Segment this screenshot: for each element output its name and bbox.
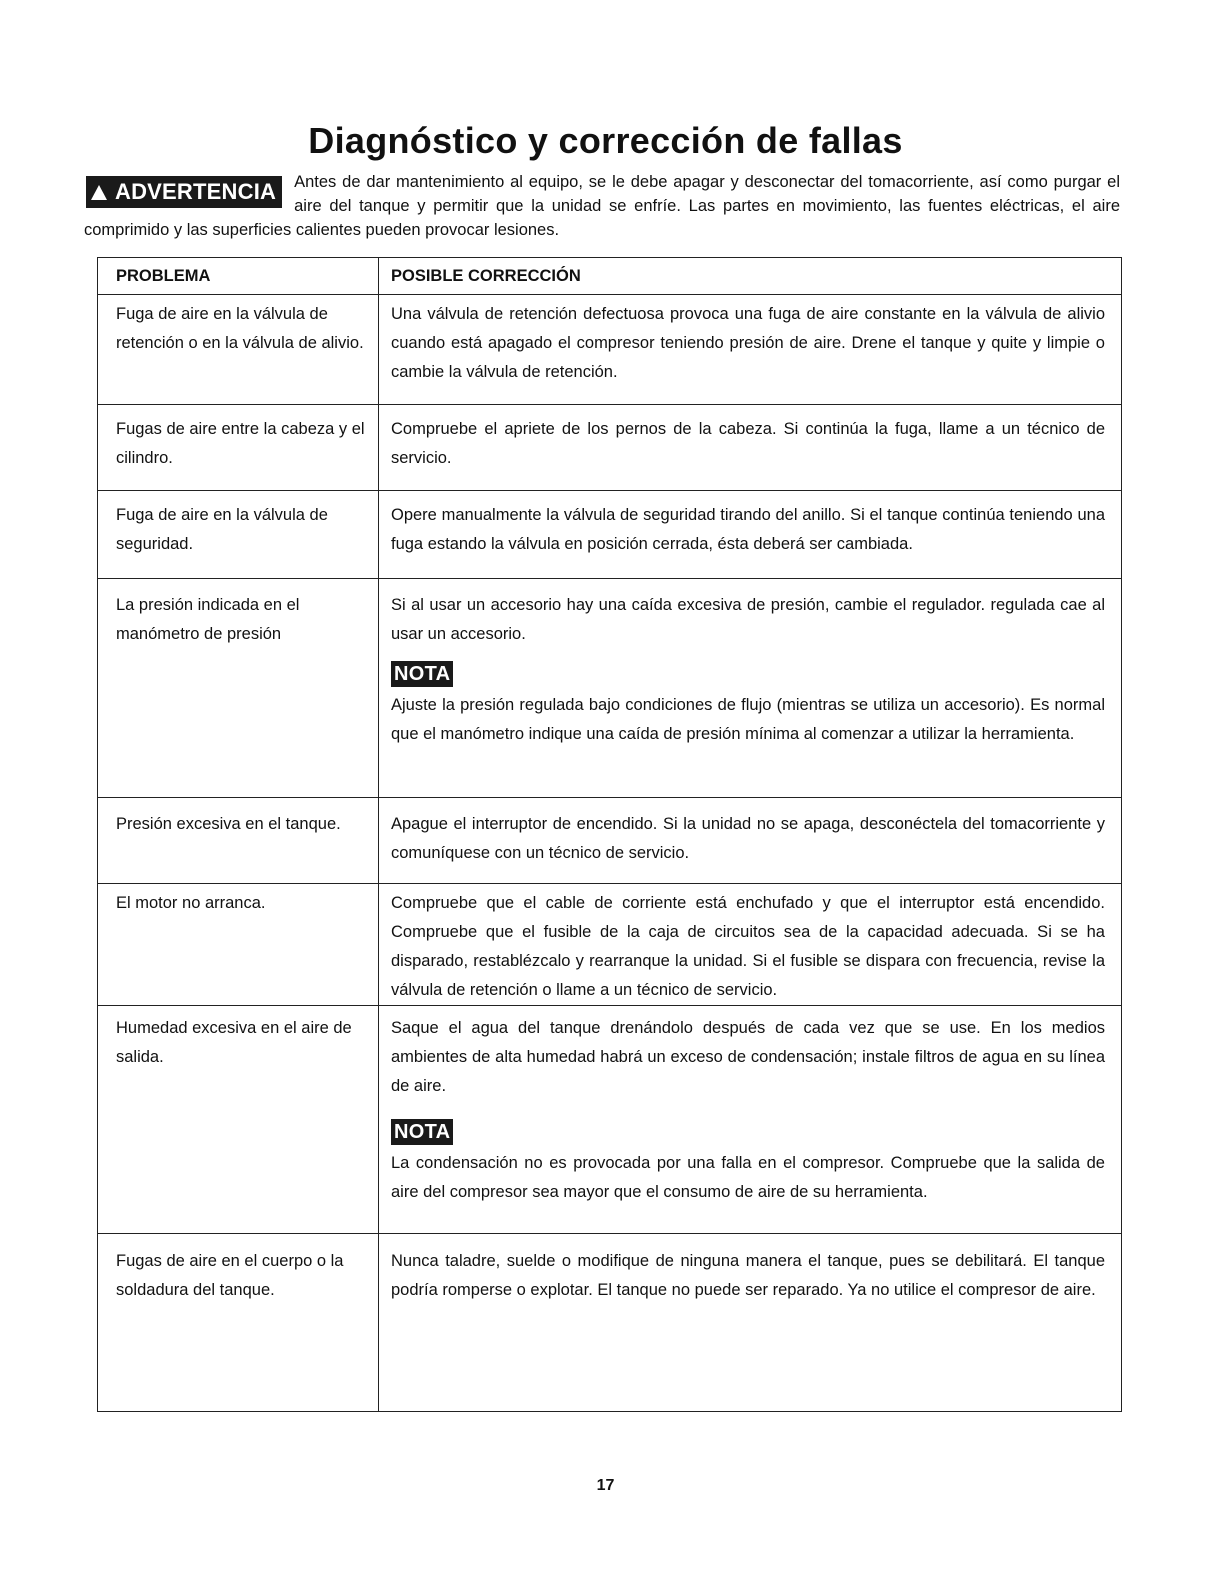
problem-cell: Presión excesiva en el tanque.: [98, 798, 379, 884]
table-row: [98, 405, 1122, 491]
correction-cell: Una válvula de retención defectuosa provoca una fuga de aire constante en la válvula de alivio cuando está apagado el compresor teniendo presión de aire. Drene el tanque y quite y limpie o cambie la válvula de retención.: [379, 295, 1122, 405]
correction-cell: Compruebe que el cable de corriente está enchufado y que el interruptor está encendido. Compruebe que el fusible de la caja de circuitos sea de la capacidad adecuada. Si se ha disparado, restablézcalo y rearranque la unidad. Si el fusible se dispara con frecuencia, revise la válvula de retención o llame a un técnico de servicio.: [379, 884, 1122, 1006]
page-number: 17: [596, 1477, 615, 1494]
correction-cell: Nunca taladre, suelde o modifique de ninguna manera el tanque, pues se debilitará. El tanque podría romperse o explotar. El tanque no puede ser reparado. Ya no utilice el compresor de aire.: [379, 1234, 1122, 1412]
problem-cell: Fuga de aire en la válvula de seguridad.: [98, 491, 379, 579]
table-row: [98, 1234, 1122, 1412]
troubleshooting-table: [97, 257, 1122, 1412]
correction-cell: Opere manualmente la válvula de seguridad tirando del anillo. Si el tanque continúa teniendo una fuga estando la válvula en posición cerrada, ésta deberá ser cambiada.: [379, 491, 1122, 579]
problem-cell: El motor no arranca.: [98, 884, 379, 1006]
warning-label: ADVERTENCIA: [115, 179, 277, 204]
correction-cell: [379, 1006, 1122, 1234]
correction-cell: [379, 579, 1122, 798]
correction-text: Si al usar un accesorio hay una caída excesiva de presión, cambie el regulador. regulada cae al usar un accesorio.: [391, 596, 1105, 643]
header-correction: POSIBLE CORRECCIÓN: [379, 258, 1122, 295]
header-problem: PROBLEMA: [98, 258, 379, 295]
correction-cell: Apague el interruptor de encendido. Si la unidad no se apaga, desconéctela del tomacorriente y comuníquese con un técnico de servicio.: [379, 798, 1122, 884]
nota-badge: NOTA: [391, 661, 453, 687]
warning-triangle-icon: [91, 185, 107, 200]
table-row: [98, 798, 1122, 884]
note-text: Ajuste la presión regulada bajo condiciones de flujo (mientras se utiliza un accesorio). Es normal que el manómetro indique una caída de presión mínima al comenzar a utilizar la herramienta.: [391, 696, 1105, 743]
table-row: [98, 295, 1122, 405]
problem-cell: Fuga de aire en la válvula de retención o en la válvula de alivio.: [98, 295, 379, 405]
problem-cell: Fugas de aire en el cuerpo o la soldadura del tanque.: [98, 1234, 379, 1412]
table-row: [98, 1006, 1122, 1234]
table-row: [98, 884, 1122, 1006]
problem-cell: Humedad excesiva en el aire de salida.: [98, 1006, 379, 1234]
nota-badge: NOTA: [391, 1119, 453, 1145]
problem-cell: Fugas de aire entre la cabeza y el cilindro.: [98, 405, 379, 491]
table-row: [98, 579, 1122, 798]
note-text: La condensación no es provocada por una falla en el compresor. Compruebe que la salida de aire del compresor sea mayor que el consumo de aire de su herramienta.: [391, 1154, 1105, 1201]
table-header-row: [98, 258, 1122, 295]
table-row: [98, 491, 1122, 579]
page-title: Diagnóstico y corrección de fallas: [308, 120, 903, 162]
correction-text: Saque el agua del tanque drenándolo después de cada vez que se use. En los medios ambientes de alta humedad habrá un exceso de condensación; instale filtros de agua en su línea de aire.: [391, 1019, 1105, 1095]
warning-block: [84, 170, 1120, 242]
warning-text: Antes de dar mantenimiento al equipo, se le debe apagar y desconectar del tomacorriente, así como purgar el aire del tanque y permitir que la unidad se enfríe. Las partes en movimiento, las fuentes eléctricas, el aire comprimido y las superficies calientes pueden provocar lesiones.: [84, 173, 1120, 239]
correction-cell: Compruebe el apriete de los pernos de la cabeza. Si continúa la fuga, llame a un técnico de servicio.: [379, 405, 1122, 491]
warning-badge: [86, 176, 282, 208]
problem-cell: La presión indicada en el manómetro de presión: [98, 579, 379, 798]
